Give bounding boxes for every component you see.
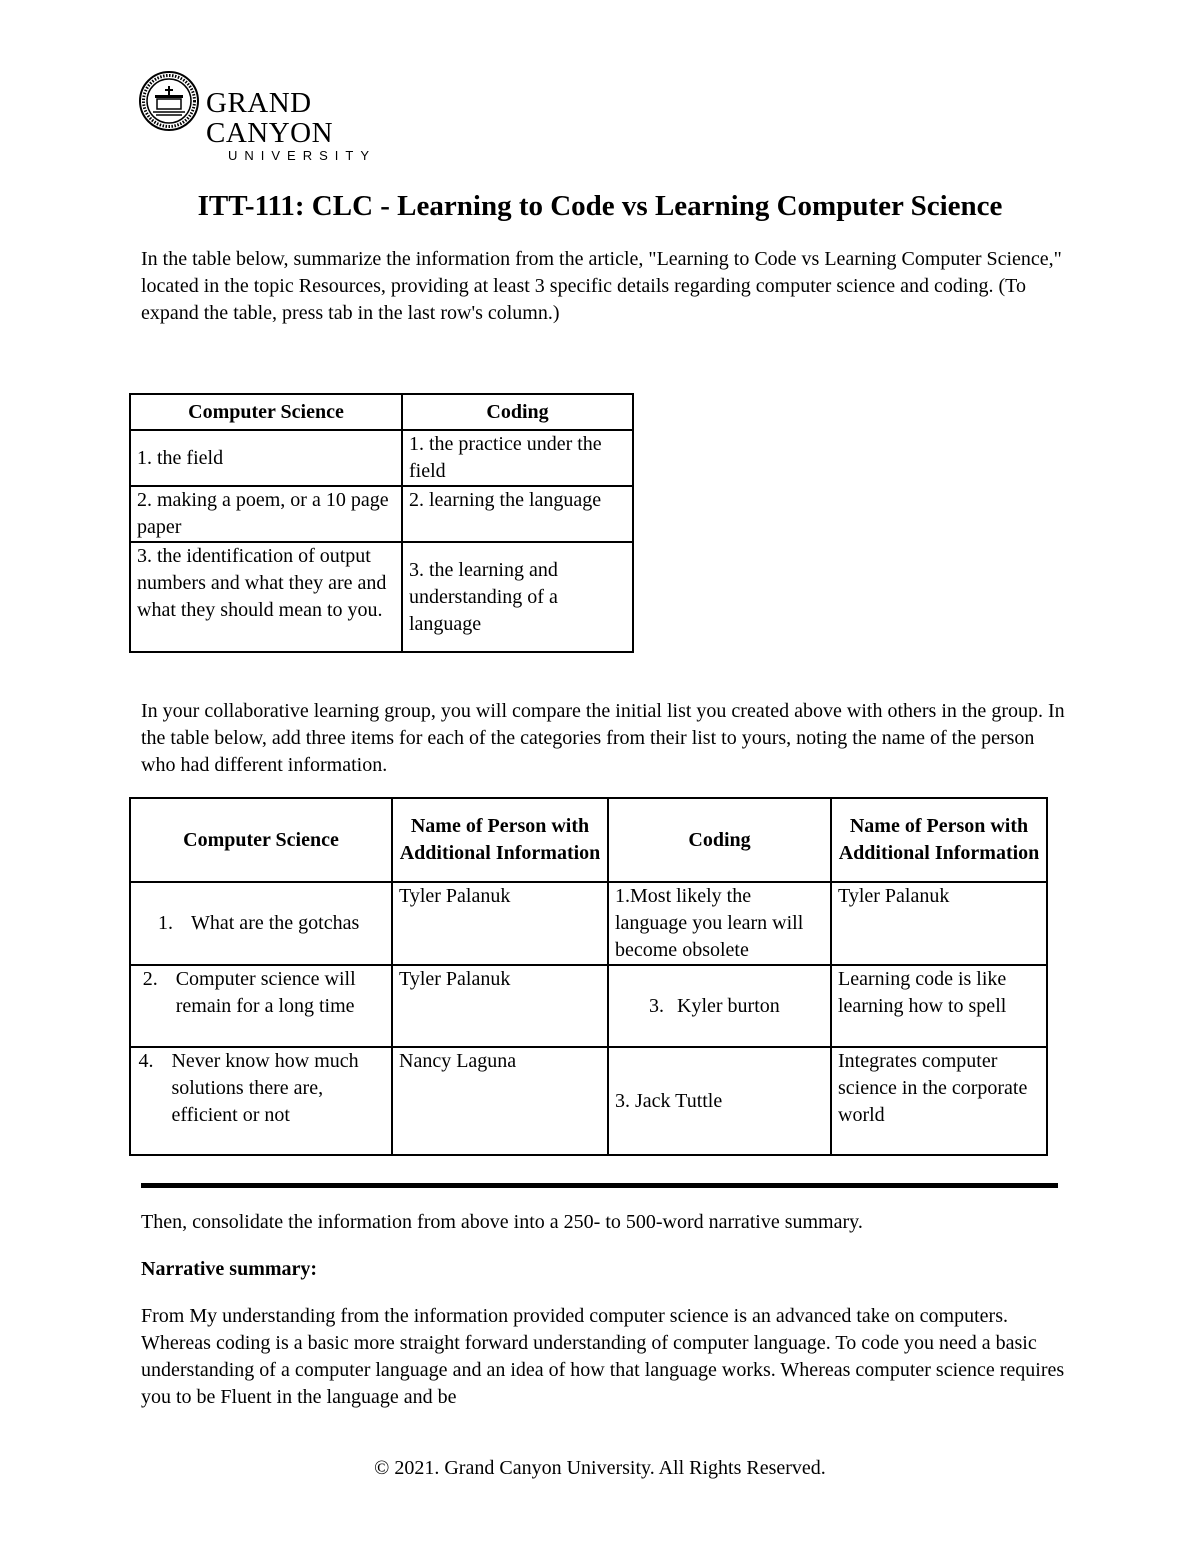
header-computer-science: Computer Science xyxy=(130,798,392,882)
coding-cell[interactable]: 1.Most likely the language you learn will become obsolete xyxy=(608,882,831,965)
header-computer-science: Computer Science xyxy=(130,394,402,430)
coding-cell[interactable]: 1. the practice under the field xyxy=(402,430,633,486)
instructions-2: In your collaborative learning group, you will compare the initial list you created above with others in the group. In the table below, add three items for each of the categories from their list to yours, noting the name of the person who had different information. xyxy=(141,700,1065,776)
table-row xyxy=(130,965,1047,1047)
cs-person-cell[interactable]: Tyler Palanuk xyxy=(392,965,608,1047)
university-seal-icon xyxy=(138,68,200,134)
table-row xyxy=(130,882,1047,965)
list-number: 3. xyxy=(649,994,664,1017)
list-number: 2. xyxy=(142,968,158,990)
copyright-footer: © 2021. Grand Canyon University. All Rights Reserved. xyxy=(374,1457,826,1479)
cs-cell[interactable]: 3. the identification of output numbers and what they are and what they should mean to you. xyxy=(130,542,402,652)
table-row xyxy=(130,486,633,542)
coding-cell[interactable] xyxy=(608,965,831,1047)
coding-cell[interactable]: 2. learning the language xyxy=(402,486,633,542)
cs-cell[interactable]: 1. the field xyxy=(130,430,402,486)
header-coding: Coding xyxy=(402,394,633,430)
coding-person-cell[interactable]: Tyler Palanuk xyxy=(831,882,1047,965)
coding-cell[interactable]: 3. the learning and understanding of a language xyxy=(402,542,633,652)
cs-text: Never know how much solutions there are, efficient or not xyxy=(171,1050,359,1126)
narrative-text[interactable]: From My understanding from the information provided computer science is an advanced take on computers. Whereas coding is a basic more straight forward understanding of computer language. To code you need a basic understanding of a computer language and an idea of how that language works. Whereas computer science requires you to be Fluent in the language and be xyxy=(141,1305,1065,1408)
header-coding: Coding xyxy=(608,798,831,882)
consolidate-instructions: Then, consolidate the information from above into a 250- to 500-word narrative summary. xyxy=(141,1211,863,1233)
table-row xyxy=(130,1047,1047,1155)
table-header-row xyxy=(130,394,633,430)
header-cs-person: Name of Person with Additional Information xyxy=(392,798,608,882)
table-row xyxy=(130,430,633,486)
list-number: 1. xyxy=(158,912,173,934)
cs-text: What are the gotchas xyxy=(191,912,360,934)
logo-subtitle: UNIVERSITY xyxy=(228,148,377,163)
logo-name: GRAND CANYON xyxy=(206,87,334,149)
cs-cell[interactable] xyxy=(130,1047,392,1155)
horizontal-divider xyxy=(141,1183,1058,1188)
coding-cell[interactable]: 3. Jack Tuttle xyxy=(608,1047,831,1155)
university-logo xyxy=(138,68,438,163)
table-row xyxy=(130,542,633,652)
logo-wordmark xyxy=(206,88,438,164)
narrative-label: Narrative summary: xyxy=(141,1258,318,1280)
cs-cell[interactable] xyxy=(130,965,392,1047)
page-title: ITT-111: CLC - Learning to Code vs Learning Computer Science xyxy=(197,190,1003,222)
cs-cell[interactable] xyxy=(130,882,392,965)
instructions-1: In the table below, summarize the information from the article, "Learning to Code vs Learning Computer Science," located in the topic Resources, providing at least 3 specific details regarding computer science and coding. (To expand the table, press tab in the last row's column.) xyxy=(141,248,1062,324)
coding-text: Kyler burton xyxy=(677,994,780,1017)
coding-person-cell[interactable]: Integrates computer science in the corporate world xyxy=(831,1047,1047,1155)
cs-text: Computer science will remain for a long time xyxy=(175,968,356,1017)
cs-person-cell[interactable]: Nancy Laguna xyxy=(392,1047,608,1155)
header-coding-person: Name of Person with Additional Information xyxy=(831,798,1047,882)
list-number: 4. xyxy=(138,1050,154,1072)
cs-cell[interactable]: 2. making a poem, or a 10 page paper xyxy=(130,486,402,542)
cs-person-cell[interactable]: Tyler Palanuk xyxy=(392,882,608,965)
summary-table xyxy=(129,393,634,653)
table-header-row xyxy=(130,798,1047,882)
comparison-table xyxy=(129,797,1048,1156)
coding-person-cell[interactable]: Learning code is like learning how to spell xyxy=(831,965,1047,1047)
